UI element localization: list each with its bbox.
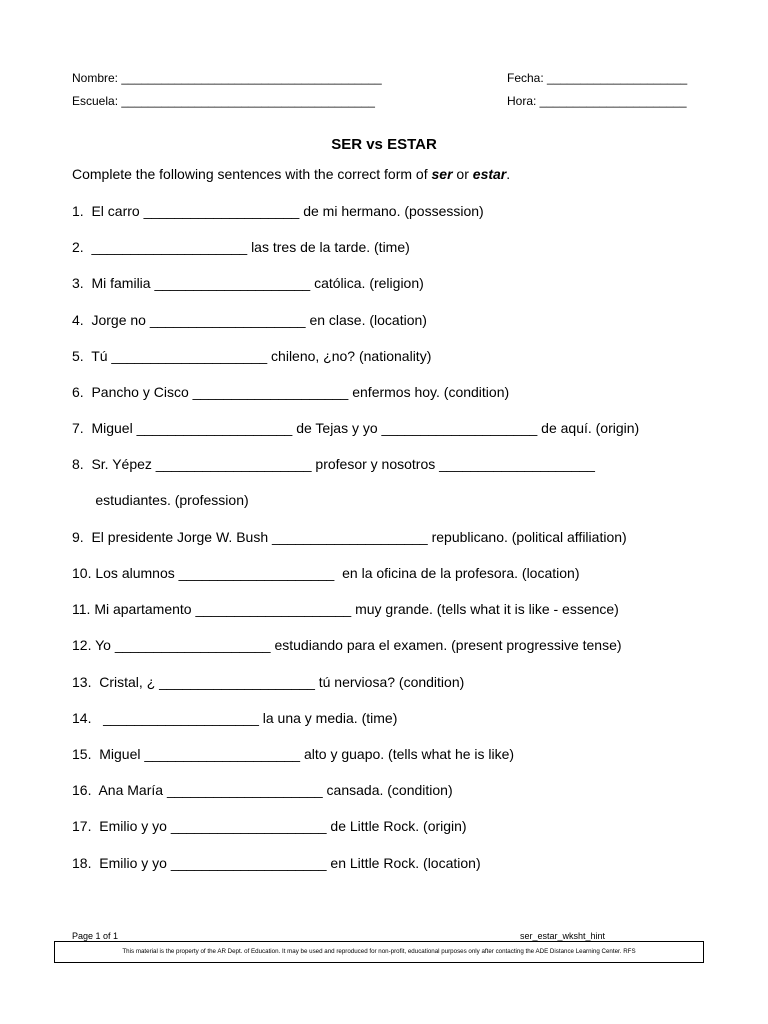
sentence-7: 7. Miguel ____________________ de Tejas y yo ____________________ de aquí. (origin) bbox=[72, 420, 640, 436]
instructions bbox=[72, 166, 510, 182]
fecha-field: Fecha: _____________________ bbox=[507, 71, 688, 85]
sentence-13: 13. Cristal, ¿ ____________________ tú nerviosa? (condition) bbox=[72, 674, 465, 690]
sentence-9: 9. El presidente Jorge W. Bush ____________________ republicano. (political affiliation) bbox=[72, 529, 627, 545]
sentence-12: 12. Yo ____________________ estudiando para el examen. (present progressive tense) bbox=[72, 637, 622, 653]
instructions-ser: ser bbox=[431, 166, 453, 182]
file-name: ser_estar_wksht_hint bbox=[520, 931, 606, 941]
nombre-field: Nombre: _______________________________________ bbox=[72, 71, 382, 85]
escuela-field: Escuela: ______________________________________ bbox=[72, 94, 375, 108]
page-number: Page 1 of 1 bbox=[72, 931, 119, 941]
sentence-3: 3. Mi familia ____________________ católica. (religion) bbox=[72, 275, 424, 291]
instructions-end: . bbox=[506, 166, 511, 182]
sentence-17: 17. Emilio y yo ____________________ de Little Rock. (origin) bbox=[72, 818, 467, 834]
sentence-10: 10. Los alumnos ____________________ en la oficina de la profesora. (location) bbox=[72, 565, 580, 581]
sentence-14: 14. ____________________ la una y media. (time) bbox=[72, 710, 398, 726]
sentence-1: 1. El carro ____________________ de mi hermano. (possession) bbox=[72, 203, 484, 219]
sentence-5: 5. Tú ____________________ chileno, ¿no? (nationality) bbox=[72, 348, 432, 364]
sentence-11: 11. Mi apartamento ____________________ muy grande. (tells what it is like - essence) bbox=[72, 601, 619, 617]
instructions-or: or bbox=[452, 166, 473, 182]
sentence-8-continuation: estudiantes. (profession) bbox=[72, 492, 249, 508]
sentence-8: 8. Sr. Yépez ____________________ profesor y nosotros ____________________ bbox=[72, 456, 595, 472]
hora-field: Hora: ______________________ bbox=[507, 94, 687, 108]
sentence-15: 15. Miguel ____________________ alto y guapo. (tells what he is like) bbox=[72, 746, 515, 762]
sentence-18: 18. Emilio y yo ____________________ en Little Rock. (location) bbox=[72, 855, 481, 871]
sentence-6: 6. Pancho y Cisco ____________________ enfermos hoy. (condition) bbox=[72, 384, 510, 400]
sentence-4: 4. Jorge no ____________________ en clase. (location) bbox=[72, 312, 427, 328]
page-title: SER vs ESTAR bbox=[331, 136, 437, 153]
sentence-2: 2. ____________________ las tres de la tarde. (time) bbox=[72, 239, 410, 255]
instructions-estar: estar bbox=[472, 166, 507, 182]
sentence-16: 16. Ana María ____________________ cansada. (condition) bbox=[72, 782, 453, 798]
copyright-notice: This material is the property of the AR Dept. of Education. It may be used and reproduced for non-profit, educational purposes only after contacting the ADE Distance Learning Center. RFS bbox=[54, 941, 704, 963]
instructions-text: Complete the following sentences with the correct form of bbox=[72, 166, 432, 182]
